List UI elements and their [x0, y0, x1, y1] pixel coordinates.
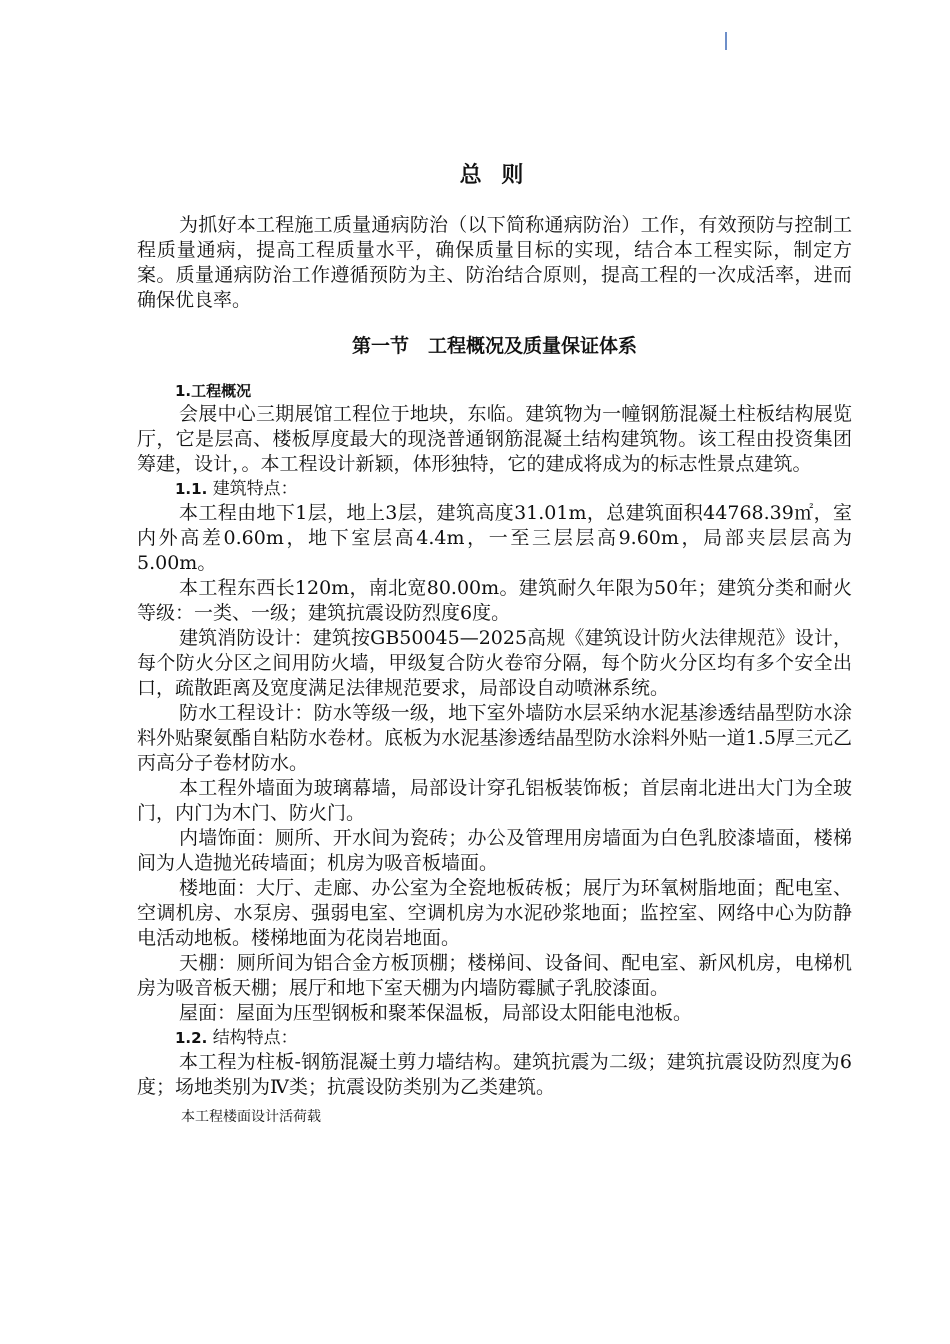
- subheading-number: 1.2.: [175, 1029, 208, 1047]
- paragraph: 本工程外墙面为玻璃幕墙，局部设计穿孔铝板装饰板；首层南北进出大门为全玻门，内门为木门、防火门。: [137, 777, 852, 824]
- paragraph: 本工程为柱板-钢筋混凝土剪力墙结构。建筑抗震为二级；建筑抗震设防烈度为6度；场地类别为Ⅳ类；抗震设防类别为乙类建筑。: [137, 1051, 852, 1098]
- text-cursor-mark: [725, 32, 727, 50]
- paragraph: 屋面：屋面为压型钢板和聚苯保温板，局部设太阳能电池板。: [179, 1002, 693, 1024]
- intro-paragraph: 为抓好本工程施工质量通病防治（以下简称通病防治）工作，有效预防与控制工程质量通病，提高工程质量水平，确保质量目标的实现，结合本工程实际，制定方案。质量通病防治工作遵循预防为主、防治结合原则，提高工程的一次成活率，进而确保优良率。: [137, 214, 852, 311]
- paragraph: 建筑消防设计：建筑按GB50045—2025高规《建筑设计防火法律规范》设计，每个防火分区之间用防火墙，甲级复合防火卷帘分隔，每个防火分区均有多个安全出口，疏散距离及宽度满足法律规范要求，局部设自动喷淋系统。: [137, 627, 852, 699]
- document-title: 总 则: [459, 162, 530, 188]
- paragraph-fragment: 本工程楼面设计活荷载: [181, 1109, 321, 1125]
- subheading-label: 结构特点：: [212, 1028, 298, 1048]
- heading-overview: 1.工程概况: [175, 382, 252, 400]
- paragraph: 内墙饰面：厕所、开水间为瓷砖；办公及管理用房墙面为白色乳胶漆墙面，楼梯间为人造抛光砖墙面；机房为吸音板墙面。: [137, 827, 852, 874]
- subheading-number: 1.1.: [175, 480, 208, 498]
- subheading-structure: [175, 1026, 852, 1050]
- paragraph: 防水工程设计：防水等级一级，地下室外墙防水层采纳水泥基渗透结晶型防水涂料外贴聚氨酯自粘防水卷材。底板为水泥基渗透结晶型防水涂料外贴一道1.5厚三元乙丙高分子卷材防水。: [137, 702, 852, 774]
- subheading-architecture: [175, 477, 852, 501]
- paragraph: 楼地面：大厅、走廊、办公室为全瓷地板砖板；展厅为环氧树脂地面；配电室、空调机房、水泵房、强弱电室、空调机房为水泥砂浆地面；监控室、网络中心为防静电活动地板。楼梯地面为花岗岩地面。: [137, 877, 852, 949]
- paragraph: 本工程由地下1层，地上3层，建筑高度31.01m，总建筑面积44768.39㎡，室内外高差0.60m，地下室层高4.4m，一至三层层高9.60m，局部夹层层高为5.00m。: [137, 502, 852, 574]
- section-title: 第一节 工程概况及质量保证体系: [351, 335, 637, 357]
- paragraph: 天棚：厕所间为铝合金方板顶棚；楼梯间、设备间、配电室、新风机房，电梯机房为吸音板天棚；展厅和地下室天棚为内墙防霉腻子乳胶漆面。: [137, 952, 852, 999]
- subheading-label: 建筑特点：: [212, 479, 298, 499]
- paragraph: 本工程东西长120m，南北宽80.00m。建筑耐久年限为50年；建筑分类和耐火等级：一类、一级；建筑抗震设防烈度6度。: [137, 577, 852, 624]
- overview-paragraph: 会展中心三期展馆工程位于地块，东临。建筑物为一幢钢筋混凝土柱板结构展览厅，它是层高、楼板厚度最大的现浇普通钢筋混凝土结构建筑物。该工程由投资集团筹建，设计，。本工程设计新颖，体形独特，它的建成将成为的标志性景点建筑。: [137, 403, 852, 475]
- document-page: [137, 150, 852, 1128]
